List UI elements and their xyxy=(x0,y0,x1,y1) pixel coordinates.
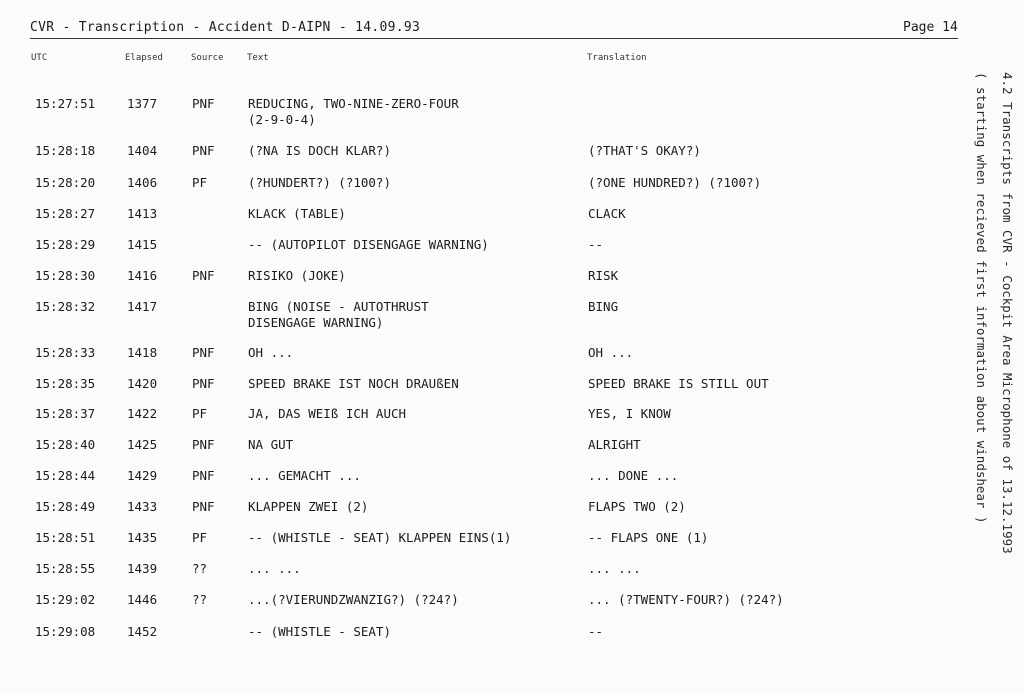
cell-source: ?? xyxy=(192,592,208,607)
cell-utc: 15:29:08 xyxy=(35,624,96,639)
cell-utc: 15:28:40 xyxy=(35,437,96,452)
cell-translation: -- FLAPS ONE (1) xyxy=(588,530,709,545)
header-rule xyxy=(30,38,958,39)
table-row xyxy=(0,237,960,269)
cell-source: PF xyxy=(192,175,208,190)
cell-elapsed: 1417 xyxy=(127,299,158,314)
cell-utc: 15:28:29 xyxy=(35,237,96,252)
cell-source: PF xyxy=(192,530,208,545)
cell-elapsed: 1439 xyxy=(127,561,158,576)
cell-source: PNF xyxy=(192,143,215,158)
column-header-elapsed: Elapsed xyxy=(125,53,163,63)
cell-utc: 15:28:44 xyxy=(35,468,96,483)
cell-text: REDUCING, TWO-NINE-ZERO-FOUR (2-9-0-4) xyxy=(248,96,459,127)
cell-translation: ALRIGHT xyxy=(588,437,641,452)
cell-utc: 15:27:51 xyxy=(35,96,96,111)
cell-source: PNF xyxy=(192,376,215,391)
page-number: Page 14 xyxy=(903,20,958,35)
cell-elapsed: 1425 xyxy=(127,437,158,452)
cell-translation: OH ... xyxy=(588,345,634,360)
column-header-source: Source xyxy=(191,53,224,63)
cell-utc: 15:28:27 xyxy=(35,206,96,221)
cell-text: ...(?VIERUNDZWANZIG?) (?24?) xyxy=(248,592,459,607)
cell-translation: SPEED BRAKE IS STILL OUT xyxy=(588,376,769,391)
cell-source: PNF xyxy=(192,499,215,514)
cell-text: OH ... xyxy=(248,345,294,360)
cell-translation: (?THAT'S OKAY?) xyxy=(588,143,701,158)
side-note-line-1: 4.2 Transcripts from CVR - Cockpit Area Microphone of 13.12.1993 xyxy=(1000,72,1015,554)
table-row xyxy=(0,624,960,656)
table-row xyxy=(0,268,960,300)
cell-translation: RISK xyxy=(588,268,619,283)
table-row xyxy=(0,530,960,562)
column-header-text: Text xyxy=(247,53,269,63)
cell-translation: FLAPS TWO (2) xyxy=(588,499,686,514)
side-note-line-2: ( starting when recieved first information about windshear ) xyxy=(974,72,989,524)
cell-elapsed: 1446 xyxy=(127,592,158,607)
table-row xyxy=(0,592,960,624)
cell-elapsed: 1415 xyxy=(127,237,158,252)
cell-elapsed: 1429 xyxy=(127,468,158,483)
cell-source: PNF xyxy=(192,96,215,111)
cell-utc: 15:28:20 xyxy=(35,175,96,190)
cell-source: PNF xyxy=(192,268,215,283)
cell-elapsed: 1420 xyxy=(127,376,158,391)
cell-text: ... GEMACHT ... xyxy=(248,468,361,483)
cell-text: -- (WHISTLE - SEAT) KLAPPEN EINS(1) xyxy=(248,530,512,545)
table-row xyxy=(0,468,960,500)
cell-translation: ... (?TWENTY-FOUR?) (?24?) xyxy=(588,592,784,607)
cell-utc: 15:28:18 xyxy=(35,143,96,158)
cell-translation: -- xyxy=(588,624,604,639)
cell-utc: 15:28:55 xyxy=(35,561,96,576)
table-row xyxy=(0,499,960,531)
cell-utc: 15:28:33 xyxy=(35,345,96,360)
cell-text: NA GUT xyxy=(248,437,294,452)
page-title: CVR - Transcription - Accident D-AIPN - 14.09.93 xyxy=(30,20,421,35)
cell-text: JA, DAS WEIß ICH AUCH xyxy=(248,406,407,421)
table-row xyxy=(0,206,960,238)
cell-elapsed: 1433 xyxy=(127,499,158,514)
cell-source: PNF xyxy=(192,345,215,360)
cell-text: RISIKO (JOKE) xyxy=(248,268,346,283)
cell-source: PNF xyxy=(192,437,215,452)
cell-elapsed: 1404 xyxy=(127,143,158,158)
table-row xyxy=(0,143,960,175)
cell-translation: -- xyxy=(588,237,604,252)
cell-translation: YES, I KNOW xyxy=(588,406,671,421)
cell-text: (?NA IS DOCH KLAR?) xyxy=(248,143,391,158)
side-note xyxy=(968,72,1024,682)
cell-utc: 15:28:37 xyxy=(35,406,96,421)
cell-utc: 15:28:32 xyxy=(35,299,96,314)
table-row xyxy=(0,406,960,438)
cell-elapsed: 1416 xyxy=(127,268,158,283)
cell-translation: BING xyxy=(588,299,619,314)
table-row xyxy=(0,96,960,128)
cell-utc: 15:28:49 xyxy=(35,499,96,514)
cell-source: PF xyxy=(192,406,208,421)
table-row xyxy=(0,345,960,377)
cell-elapsed: 1377 xyxy=(127,96,158,111)
table-row xyxy=(0,299,960,331)
cell-text: -- (WHISTLE - SEAT) xyxy=(248,624,391,639)
table-row xyxy=(0,437,960,469)
cell-utc: 15:28:35 xyxy=(35,376,96,391)
table-row xyxy=(0,376,960,408)
cell-translation: ... ... xyxy=(588,561,641,576)
cell-source: PNF xyxy=(192,468,215,483)
cell-text: KLACK (TABLE) xyxy=(248,206,346,221)
cell-elapsed: 1452 xyxy=(127,624,158,639)
cell-text: KLAPPEN ZWEI (2) xyxy=(248,499,369,514)
column-header-utc: UTC xyxy=(31,53,48,63)
table-row xyxy=(0,175,960,207)
table-row xyxy=(0,561,960,593)
cell-translation: ... DONE ... xyxy=(588,468,679,483)
cell-elapsed: 1422 xyxy=(127,406,158,421)
cell-utc: 15:28:51 xyxy=(35,530,96,545)
cell-elapsed: 1435 xyxy=(127,530,158,545)
cell-utc: 15:29:02 xyxy=(35,592,96,607)
cell-translation: CLACK xyxy=(588,206,626,221)
cell-utc: 15:28:30 xyxy=(35,268,96,283)
cell-elapsed: 1413 xyxy=(127,206,158,221)
cell-text: BING (NOISE - AUTOTHRUST DISENGAGE WARNING) xyxy=(248,299,429,330)
cell-text: ... ... xyxy=(248,561,301,576)
cell-elapsed: 1406 xyxy=(127,175,158,190)
column-header-translation: Translation xyxy=(587,53,647,63)
cell-elapsed: 1418 xyxy=(127,345,158,360)
cell-text: -- (AUTOPILOT DISENGAGE WARNING) xyxy=(248,237,489,252)
cell-translation: (?ONE HUNDRED?) (?100?) xyxy=(588,175,762,190)
cell-text: (?HUNDERT?) (?100?) xyxy=(248,175,391,190)
cell-text: SPEED BRAKE IST NOCH DRAUßEN xyxy=(248,376,459,391)
cell-source: ?? xyxy=(192,561,208,576)
